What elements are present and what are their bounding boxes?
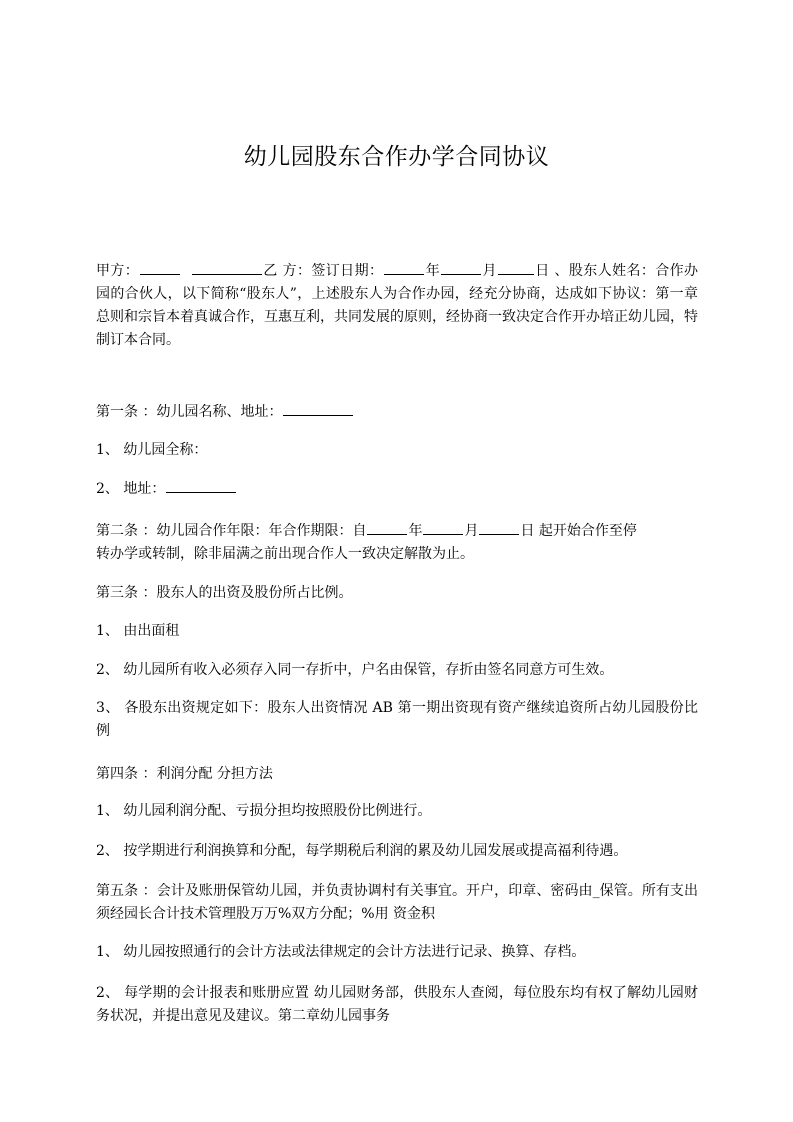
article1-heading-text: 第一条 ：幼儿园名称、地址： [96, 404, 283, 420]
address-blank [283, 401, 353, 416]
start-month-blank [423, 520, 463, 535]
article4-item2: 2、 按学期进行利润换算和分配，每学期税后利润的累及幼儿园发展或提高福利待遇。 [96, 843, 628, 859]
article2 [96, 520, 698, 566]
party-a-label: 甲方： [96, 263, 140, 279]
start-year-label: 年 [408, 523, 423, 539]
start-day-blank [479, 520, 519, 535]
article2-text-start: 第二条 ：幼儿园合作年限：年合作期限：自 [96, 523, 367, 539]
article1-item2 [96, 478, 706, 501]
article2-line2: 转办学或转制，除非届满之前出现合作人一致决定解散为止。 [96, 546, 474, 562]
article1-item2-text: 2、 地址： [96, 481, 166, 497]
article3-item3: 3、 各股东出资规定如下：股东人出资情况 AB 第一期出资现有资产继续追资所占幼儿园股份比例 [96, 700, 698, 739]
sign-day-label: 日 、股东人姓名：合 [534, 263, 670, 279]
article5-heading: 第五条 ：会计及账册保管幼儿园，并负责协调村有关事宜。开户，印章、密码由_保管。所有支出须经园长合计技术管理股万万%双方分配；%用 资金积 [96, 883, 698, 922]
site-address-blank [166, 478, 236, 493]
party-b-label: 乙 方：签订日期： [263, 263, 384, 279]
sign-month-label: 月 [482, 263, 497, 279]
article1-item1: 1、 幼儿园全称： [96, 442, 208, 458]
start-month-label: 月 [464, 523, 479, 539]
preamble [96, 260, 698, 352]
article5-item2: 2、 每学期的会计报表和账册应置 幼儿园财务部，供股东人查阅，每位股东均有权了解幼儿园财务状况，并提出意见及建议。第二章幼儿园事务 [96, 985, 698, 1024]
party-a-blank-2 [192, 260, 262, 275]
article3-item1: 1、 由出面租 [96, 623, 180, 639]
document-title: 幼儿园股东合作办学合同协议 [243, 144, 550, 170]
article4-item1: 1、 幼儿园利润分配、亏损分担均按照股份比例进行。 [96, 803, 432, 819]
article3-heading: 第三条 ：股东人的出资及股份所占比例。 [96, 585, 353, 601]
sign-year-label: 年 [425, 263, 441, 279]
article1-heading [96, 401, 706, 424]
article4-heading: 第四条 ：利润分配 分担方法 [96, 766, 273, 782]
sign-day-blank [498, 260, 534, 275]
preamble-body: 作办园的合伙人，以下简称“股东人”，上述股东人为合作办园，经充分协商，达成如下协议：第一章总则和宗旨本着真诚合作，互惠互利，共同发展的原则，经协商一致决定合作开办培正幼儿园，特制订本合同。 [96, 263, 699, 348]
article5-item1: 1、 幼儿园按照通行的会计方法或法律规定的会计方法进行记录、换算、存档。 [96, 944, 586, 960]
article3-item2: 2、 幼儿园所有收入必须存入同一存折中，户名由保管，存折由签名同意方可生效。 [96, 662, 614, 678]
article2-day-end: 日 起开始合作至停 [520, 523, 637, 539]
sign-month-blank [441, 260, 481, 275]
party-a-blank [140, 260, 180, 275]
start-year-blank [367, 520, 407, 535]
sign-year-blank [384, 260, 424, 275]
